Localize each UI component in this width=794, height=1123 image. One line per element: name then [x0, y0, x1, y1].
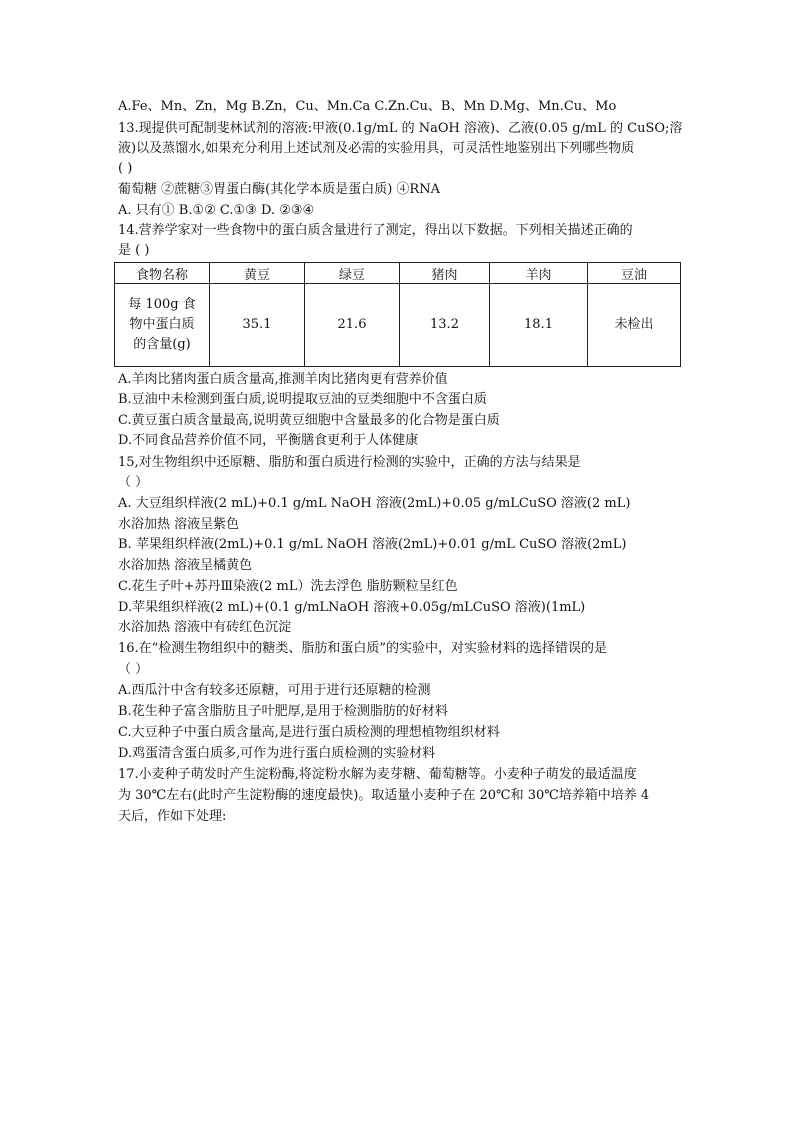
- q13-stem-line-2: 液)以及蒸馏水,如果充分利用上述试剂及必需的实验用具，可灵活性地鉴别出下列哪些物质: [118, 141, 635, 156]
- q16-option-a: A.西瓜汁中含有较多还原糖，可用于进行还原糖的检测: [118, 683, 431, 698]
- row-label-line: 的含量(g): [133, 337, 191, 352]
- q14-option-a: A.羊肉比猪肉蛋白质含量高,推测羊肉比猪肉更有营养价值: [118, 372, 448, 387]
- value-cell: 18.1: [490, 284, 588, 367]
- q13-stem-line-1: 13.现提供可配制斐林试剂的溶液:甲液(0.1g/mL 的 NaOH 溶液)、乙液(0.05 g/mL 的 CuSO;溶: [118, 121, 683, 136]
- row-label-line: 每 100g 食: [128, 297, 196, 312]
- q14-option-c: C.黄豆蛋白质含量最高,说明黄豆细胞中含量最多的化合物是蛋白质: [118, 413, 500, 428]
- q15-answer-paren: （ ）: [118, 475, 149, 490]
- q13-answer-paren: ( ): [118, 161, 133, 176]
- q15-option-d-line-1: D.苹果组织样液(2 mL)+(0.1 g/mLNaOH 溶液+0.05g/mLCuSO 溶液)(1mL): [118, 600, 586, 615]
- value-cell: 35.1: [210, 284, 305, 367]
- row-label-line: 物中蛋白质: [129, 317, 195, 332]
- q14-option-d: D.不同食品营养价值不同，平衡膳食更利于人体健康: [118, 433, 419, 448]
- q15-option-b-line-1: B. 苹果组织样液(2mL)+0.1 g/mL NaOH 溶液(2mL)+0.01 g/mL CuSO 溶液(2mL): [118, 537, 627, 552]
- q17-stem-line-1: 17.小麦种子萌发时产生淀粉酶,将淀粉水解为麦芽糖、葡萄糖等。小麦种子萌发的最适温度: [118, 767, 637, 782]
- q16-option-c: C.大豆种子中蛋白质含量高,是进行蛋白质检测的理想植物组织材料: [118, 725, 500, 740]
- header-cell: 黄豆: [210, 263, 305, 284]
- q13-items: 葡萄糖 ②蔗糖③胃蛋白酶(其化学本质是蛋白质) ④RNA: [118, 182, 440, 197]
- q12-options: A.Fe、Mn、Zn，Mg B.Zn，Cu、Mn.Ca C.Zn.Cu、B、Mn D.Mg、Mn.Cu、Mo: [118, 99, 617, 114]
- q13-options: A. 只有① B.①② C.①③ D. ②③④: [118, 203, 315, 218]
- q14-stem-line-2: 是 ( ): [118, 243, 150, 258]
- header-cell: 食物名称: [115, 263, 210, 284]
- header-cell: 羊肉: [490, 263, 588, 284]
- value-cell: 13.2: [400, 284, 490, 367]
- q15-option-d-line-2: 水浴加热 溶液中有砖红色沉淀: [118, 620, 292, 635]
- protein-content-table: [114, 262, 681, 367]
- q14-stem-line-1: 14.营养学家对一些食物中的蛋白质含量进行了测定，得出以下数据。下列相关描述正确的: [118, 223, 633, 238]
- q17-stem-line-2: 为 30℃左右(此时产生淀粉酶的速度最快)。取适量小麦种子在 20℃和 30℃培养箱中培养 4: [118, 788, 650, 803]
- q15-option-c: C.花生子叶+苏丹Ⅲ染液(2 mL）洗去浮色 脂肪颗粒呈红色: [118, 579, 458, 594]
- table-row: [115, 284, 681, 367]
- q15-stem: 15,对生物组织中还原糖、脂肪和蛋白质进行检测的实验中，正确的方法与结果是: [118, 455, 581, 470]
- header-cell: 豆油: [588, 263, 681, 284]
- header-cell: 绿豆: [305, 263, 400, 284]
- q16-option-b: B.花生种子富含脂肪且子叶肥厚,是用于检测脂肪的好材料: [118, 704, 448, 719]
- header-cell: 猪肉: [400, 263, 490, 284]
- q16-option-d: D.鸡蛋清含蛋白质多,可作为进行蛋白质检测的实验材料: [118, 746, 436, 761]
- q15-option-a-line-2: 水浴加热 溶液呈紫色: [118, 517, 240, 532]
- value-cell: 21.6: [305, 284, 400, 367]
- q16-stem: 16.在“检测生物组织中的糖类、脂肪和蛋白质”的实验中，对实验材料的选择错误的是: [118, 641, 607, 656]
- table-header-row: [115, 263, 681, 284]
- q17-stem-line-3: 天后，作如下处理:: [118, 809, 227, 824]
- row-label-cell: [115, 284, 210, 367]
- q15-option-a-line-1: A. 大豆组织样液(2 mL)+0.1 g/mL NaOH 溶液(2mL)+0.05 g/mLCuSO 溶液(2 mL): [118, 496, 631, 511]
- value-cell: 未检出: [588, 284, 681, 367]
- q14-option-b: B.豆油中未检测到蛋白质,说明提取豆油的豆类细胞中不含蛋白质: [118, 392, 487, 407]
- q16-answer-paren: （ ）: [118, 662, 149, 677]
- q15-option-b-line-2: 水浴加热 溶液呈橘黄色: [118, 558, 253, 573]
